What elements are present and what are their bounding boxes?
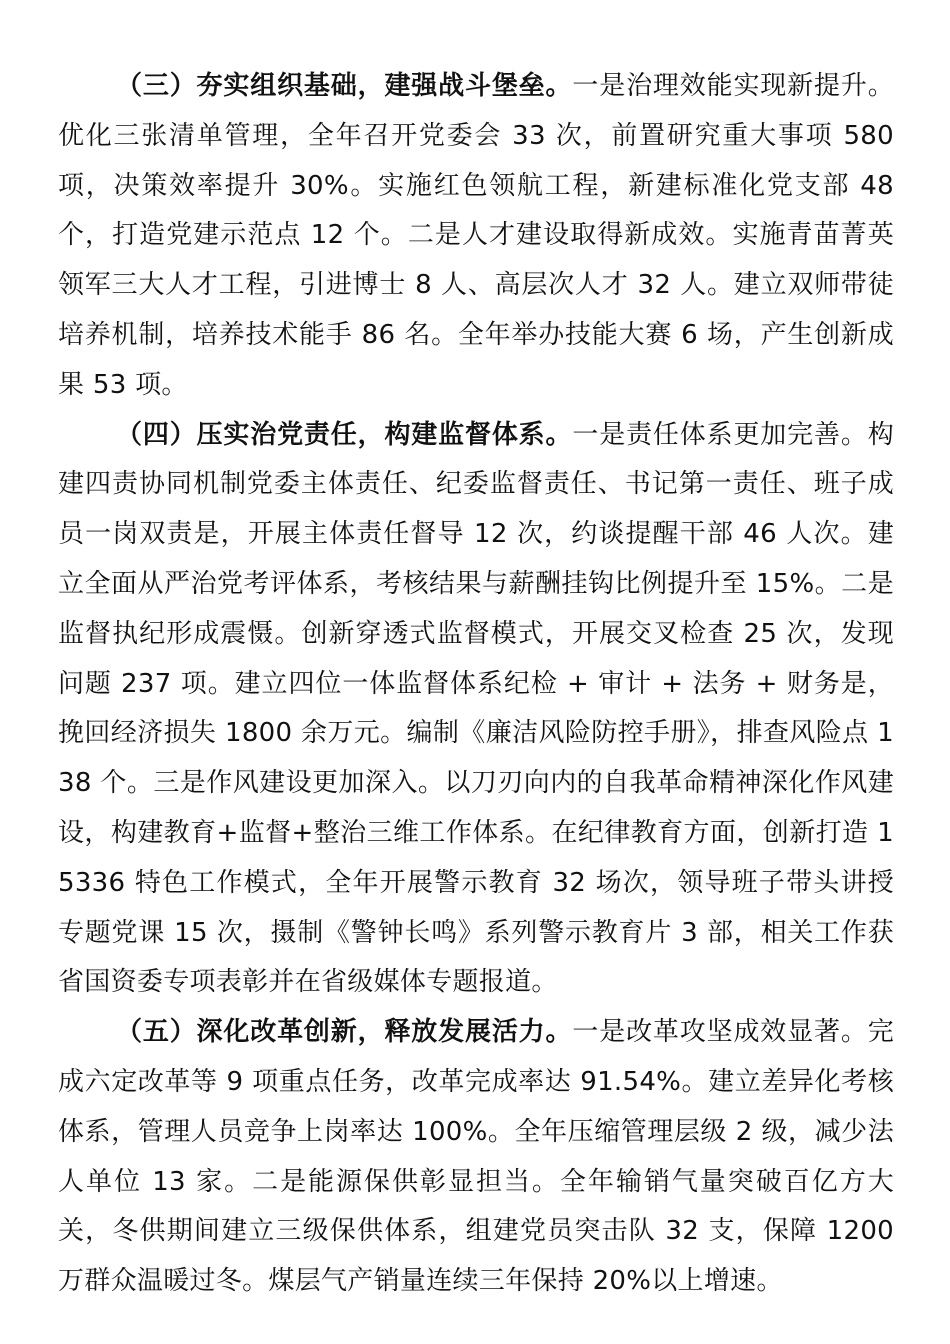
paragraph-body: 一是责任体系更加完善。构建四责协同机制党委主体责任、纪委监督责任、书记第一责任、班子成员一岗双责是，开展主体责任督导 12 次，约谈提醒干部 46 人次。建立全面从严治党考评体系，考核结果与薪酬挂钩比例提升至 15%。二是监督执纪形成震慑。创新穿透式监督模式，开展交叉检查 25 次，发现问题 237 项。建立四位一体监督体系纪检 + 审计 + 法务 + 财务是，挽回经济损失 1800 余万元。编制《廉洁风险防控手册》，排查风险点 138 个。三是作风建设更加深入。以刀刃向内的自我革命精神深化作风建设，构建教育+监督+整治三维工作体系。在纪律教育方面，创新打造 15336 特色工作模式，全年开展警示教育 32 场次，领导班子带头讲授专题党课 15 次，摄制《警钟长鸣》系列警示教育片 3 部，相关工作获省国资委专项表彰并在省级媒体专题报道。 [58, 419, 894, 998]
paragraph-heading: （三）夯实组织基础，建强战斗堡垒。 [116, 71, 573, 101]
paragraph-heading: （五）深化改革创新，释放发展活力。 [116, 1017, 573, 1048]
paragraph-heading: （四）压实治党责任，构建监督体系。 [116, 419, 573, 450]
paragraph-reform [58, 1008, 894, 1307]
paragraph-body: 一是治理效能实现新提升。优化三张清单管理，全年召开党委会 33 次，前置研究重大事项 580 项，决策效率提升 30%。实施红色领航工程，新建标准化党支部 48 个，打造党建示范点 12 个。二是人才建设取得新成效。实施青苗菁英领军三大人才工程，引进博士 8 人、高层次人才 32 人。建立双师带徒培养机制，培养技术能手 86 名。全年举办技能大赛 6 场，产生创新成果 53 项。 [58, 71, 894, 400]
paragraph-body: 一是改革攻坚成效显著。完成六定改革等 9 项重点任务，改革完成率达 91.54%。建立差异化考核体系，管理人员竞争上岗率达 100%。全年压缩管理层级 2 级，减少法人单位 13 家。二是能源保供彰显担当。全年输销气量突破百亿方大关，冬供期间建立三级保供体系，组建党员突击队 32 支，保障 1200 万群众温暖过冬。煤层气产销量连续三年保持 20%以上增速。 [58, 1017, 894, 1297]
paragraph-supervision [58, 411, 894, 1009]
paragraph-organization [58, 62, 894, 411]
document-page [58, 62, 894, 1307]
